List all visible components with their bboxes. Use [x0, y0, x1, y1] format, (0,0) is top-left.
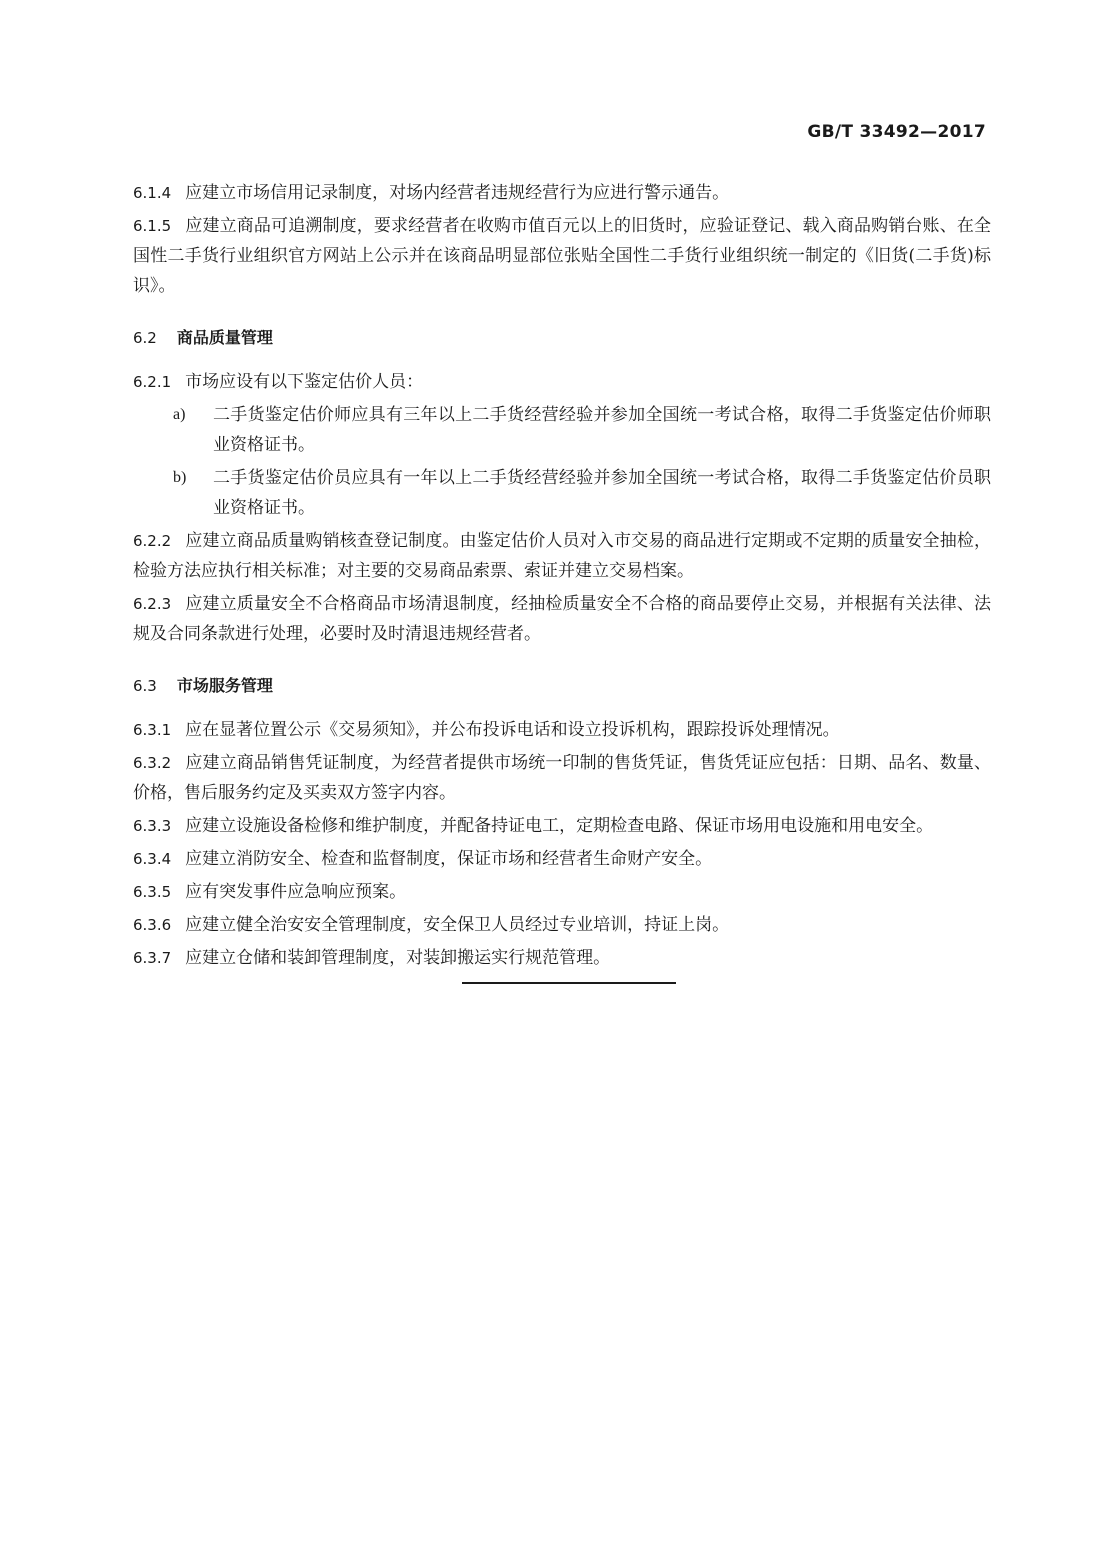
document-body	[133, 178, 991, 976]
section-title: 商品质量管理	[176, 328, 273, 347]
clause-6-3-5	[133, 877, 991, 907]
clause-number: 6.3.4	[133, 850, 172, 868]
clause-6-3-2	[133, 748, 991, 808]
clause-number: 6.3.6	[133, 916, 172, 934]
clause-number: 6.3.7	[133, 949, 172, 967]
clause-text: 应建立设施设备检修和维护制度，并配备持证电工，定期检查电路、保证市场用电设施和用电安全。	[185, 816, 934, 836]
clause-text: 应建立市场信用记录制度，对场内经营者违规经营行为应进行警示通告。	[185, 183, 730, 203]
end-of-document-rule	[462, 982, 676, 984]
clause-number: 6.3.5	[133, 883, 172, 901]
clause-text: 应在显著位置公示《交易须知》，并公布投诉电话和设立投诉机构，跟踪投诉处理情况。	[185, 720, 840, 740]
clause-number: 6.2.1	[133, 373, 172, 391]
clause-6-3-3	[133, 811, 991, 841]
clause-text: 应建立商品质量购销核查登记制度。由鉴定估价人员对入市交易的商品进行定期或不定期的质量安全抽检，检验方法应执行相关标准；对主要的交易商品索票、索证并建立交易档案。	[133, 531, 991, 581]
section-heading-6-3	[133, 671, 991, 701]
list-item-label: a)	[173, 406, 186, 423]
clause-text: 应建立健全治安安全管理制度，安全保卫人员经过专业培训，持证上岗。	[185, 915, 730, 935]
clause-6-2-1	[133, 367, 991, 397]
clause-number: 6.1.4	[133, 184, 172, 202]
clause-number: 6.1.5	[133, 217, 172, 235]
list-item-text: 二手货鉴定估价师应具有三年以上二手货经营经验并参加全国统一考试合格，取得二手货鉴定估价师职业资格证书。	[213, 405, 991, 455]
clause-6-3-1	[133, 715, 991, 745]
clause-text: 应建立质量安全不合格商品市场清退制度，经抽检质量安全不合格的商品要停止交易，并根据有关法律、法规及合同条款进行处理，必要时及时清退违规经营者。	[133, 594, 991, 644]
list-item-label: b)	[173, 469, 187, 486]
section-title: 市场服务管理	[176, 676, 273, 695]
clause-number: 6.3.1	[133, 721, 172, 739]
clause-6-1-5	[133, 211, 991, 301]
section-heading-6-2	[133, 323, 991, 353]
clause-number: 6.2.2	[133, 532, 172, 550]
list-item-b	[173, 463, 991, 523]
clause-6-2-2	[133, 526, 991, 586]
clause-text: 应建立商品销售凭证制度，为经营者提供市场统一印制的售货凭证，售货凭证应包括：日期、品名、数量、价格，售后服务约定及买卖双方签字内容。	[133, 753, 991, 803]
list-item-a	[173, 400, 991, 460]
list-item-text: 二手货鉴定估价员应具有一年以上二手货经营经验并参加全国统一考试合格，取得二手货鉴定估价员职业资格证书。	[213, 468, 991, 518]
clause-text: 应建立仓储和装卸管理制度，对装卸搬运实行规范管理。	[185, 948, 611, 968]
clause-6-2-3	[133, 589, 991, 649]
clause-text: 应建立商品可追溯制度，要求经营者在收购市值百元以上的旧货时，应验证登记、载入商品购销台账、在全国性二手货行业组织官方网站上公示并在该商品明显部位张贴全国性二手货行业组织统一制定的《旧货(二手货)标识》。	[133, 216, 991, 296]
section-number: 6.2	[133, 329, 157, 347]
clause-text: 应有突发事件应急响应预案。	[185, 882, 407, 902]
clause-text: 市场应设有以下鉴定估价人员：	[185, 372, 424, 392]
clause-number: 6.2.3	[133, 595, 172, 613]
standard-code: GB/T 33492—2017	[807, 122, 986, 142]
clause-6-3-7	[133, 943, 991, 973]
clause-6-1-4	[133, 178, 991, 208]
clause-6-3-4	[133, 844, 991, 874]
section-number: 6.3	[133, 677, 157, 695]
clause-number: 6.3.2	[133, 754, 172, 772]
clause-text: 应建立消防安全、检查和监督制度，保证市场和经营者生命财产安全。	[185, 849, 713, 869]
clause-number: 6.3.3	[133, 817, 172, 835]
clause-6-3-6	[133, 910, 991, 940]
